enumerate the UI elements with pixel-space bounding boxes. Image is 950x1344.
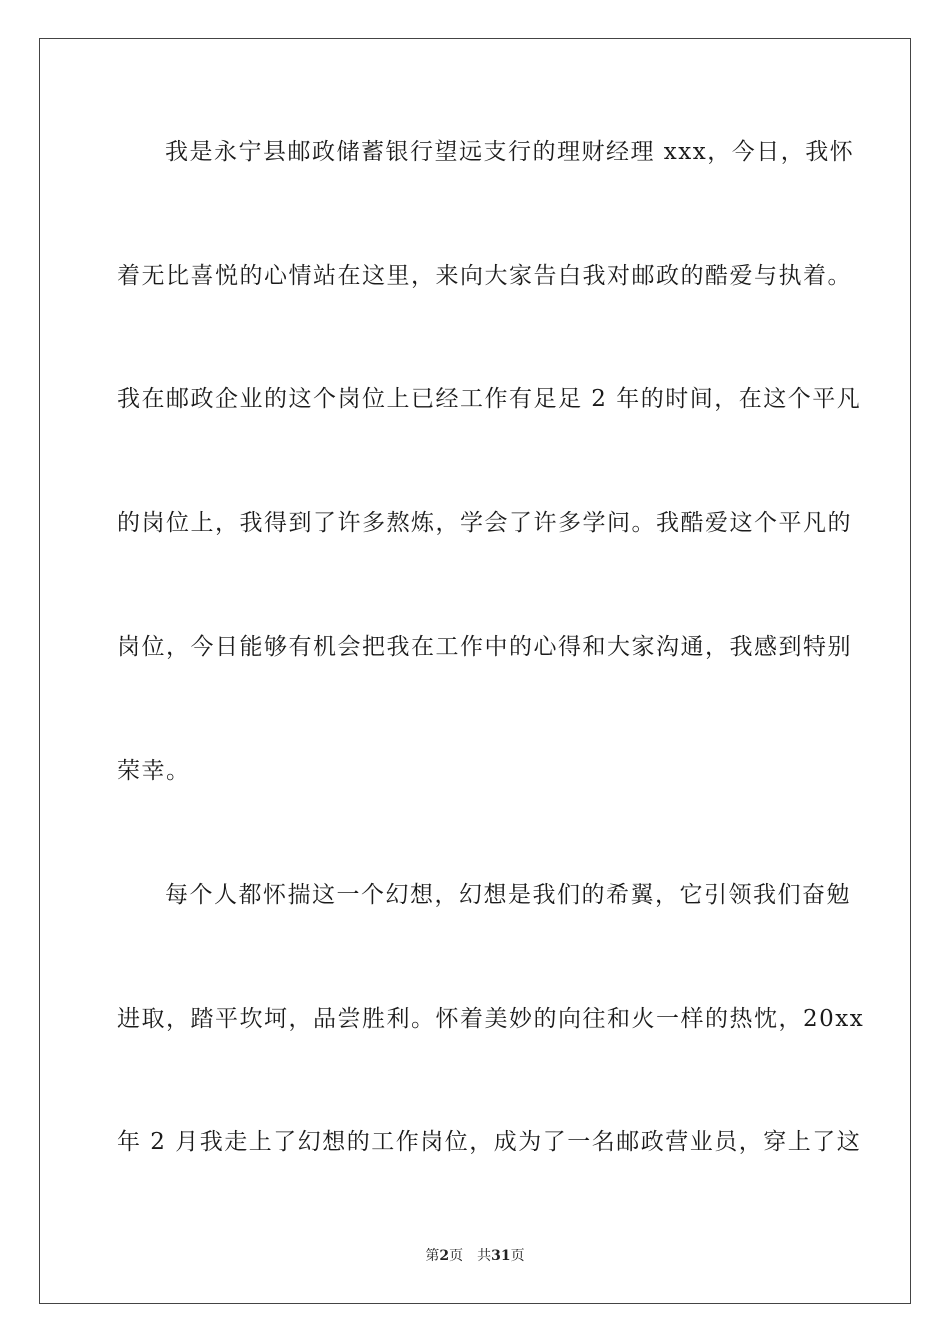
page-footer xyxy=(0,1247,950,1265)
total-suffix: 页 xyxy=(510,1248,525,1264)
total-pages: 31 xyxy=(491,1248,511,1264)
page-prefix: 第 xyxy=(425,1248,440,1264)
paragraph-line: 我是永宁县邮政储蓄银行望远支行的理财经理 xxx，今日，我怀 xyxy=(165,139,855,165)
paragraph-line: 我在邮政企业的这个岗位上已经工作有足足 2 年的时间，在这个平凡 xyxy=(117,386,862,412)
paragraph-line: 每个人都怀揣这一个幻想，幻想是我们的希翼，它引领我们奋勉 xyxy=(165,882,851,908)
page-number: 2 xyxy=(439,1248,450,1264)
paragraph-line: 荣幸。 xyxy=(117,758,191,784)
paragraph-line: 岗位，今日能够有机会把我在工作中的心得和大家沟通，我感到特别 xyxy=(117,634,852,660)
paragraph-line: 着无比喜悦的心情站在这里，来向大家告白我对邮政的酷爱与执着。 xyxy=(117,263,852,289)
paragraph-line: 的岗位上，我得到了许多熬炼，学会了许多学问。我酷爱这个平凡的 xyxy=(117,510,852,536)
page-border xyxy=(39,38,911,1304)
total-prefix: 共 xyxy=(477,1248,492,1264)
paragraph-line: 年 2 月我走上了幻想的工作岗位，成为了一名邮政营业员，穿上了这 xyxy=(117,1129,862,1155)
paragraph-line: 进取，踏平坎坷，品尝胜利。怀着美妙的向往和火一样的热忱，20xx xyxy=(117,1006,865,1032)
page-suffix: 页 xyxy=(449,1248,464,1264)
